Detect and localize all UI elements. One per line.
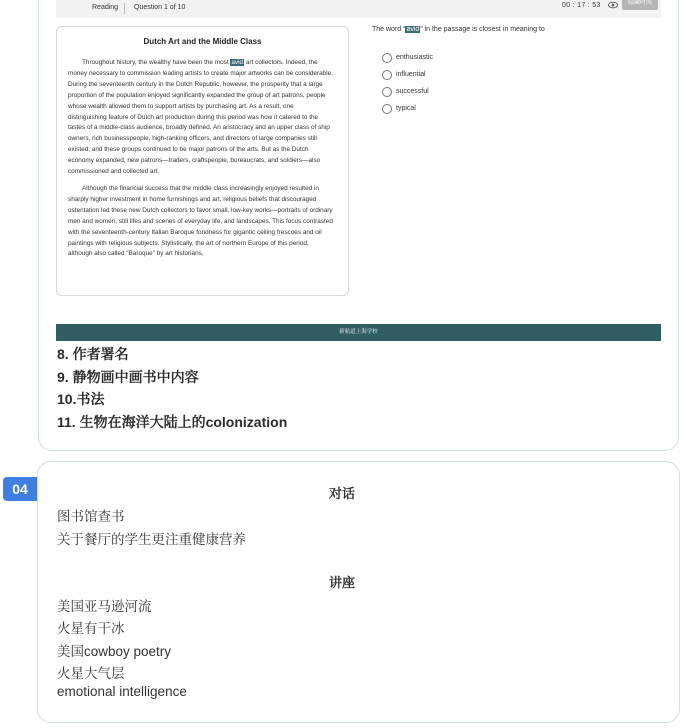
- radio-button[interactable]: [382, 87, 392, 97]
- radio-button[interactable]: [382, 70, 392, 80]
- eye-icon[interactable]: [608, 0, 618, 10]
- lecture-item: emotional intelligence: [57, 684, 187, 699]
- option-label: enthusiastic: [396, 54, 433, 61]
- screenshot-footer: 新航道上海学校: [56, 324, 661, 341]
- topbar-divider: [124, 3, 125, 14]
- topic-item: 9. 静物画中画书中内容: [57, 369, 199, 385]
- radio-button[interactable]: [382, 104, 392, 114]
- passage-body: [68, 58, 334, 266]
- question-highlighted-word: avid: [406, 26, 420, 33]
- option-label: successful: [396, 88, 429, 95]
- radio-button[interactable]: [382, 53, 392, 63]
- dialog-item: 关于餐厅的学生更注重健康营养: [57, 532, 246, 547]
- option-label: typical: [396, 105, 416, 112]
- timer: 00 : 17 : 53: [562, 2, 601, 9]
- section-label: Reading: [92, 4, 119, 11]
- topic-item: 11. 生物在海洋大陆上的colonization: [57, 414, 288, 430]
- lecture-item: 美国cowboy poetry: [57, 644, 172, 659]
- question-counter: Question 1 of 10: [134, 4, 186, 11]
- passage-paragraph-2: Although the financial success that the middle class increasingly enjoyed resulted in sharply higher investment in home furnishings and art, religious beliefs that discouraged ostentation led these new Dutch collectors to favor small, low-key works—portraits of ordinary men and women, still lifes and scenes of everyday life, and landscapes. This focus contrasted with the seventeenth-century Italian Baroque fondness for gigantic ceiling frescoes and oil paintings with religious subjects. Stylistically, the art of northern Europe of this period, although also called "Baroque" by art historians,: [68, 184, 333, 258]
- topic-item: 8. 作者署名: [57, 346, 129, 362]
- topic-item: 10.书法: [57, 391, 105, 407]
- dialog-heading: 对话: [328, 486, 355, 501]
- lecture-item: 火星有干冰: [57, 621, 125, 636]
- passage-paragraph-1: Throughout history, the wealthy have been the most avid art collectors. Indeed, the money necessary to commission leading artists to create major artworks can be considerable. During the seventeenth century in the Dutch Republic, however, the prosperity that a large proportion of the population enjoyed significantly expanded the group of art patrons, people whose wealth allowed them to support artists by purchasing art. As a result, one distinguishing feature of Dutch art production during this period was how it catered to the tastes of a middle-class audience, broadly defined. An aristocracy and an upper class of ship owners, rich businesspeople, high-ranking officers, and directors of large companies still existed, and these groups continued to be major patrons of the arts. But as the Dutch economy expanded, new patrons—traders, craftspeople, bureaucrats, and soldiers—also commissioned and collected art.: [68, 59, 333, 176]
- lecture-heading: 讲座: [328, 575, 355, 590]
- highlighted-word: avid: [231, 59, 244, 66]
- passage-title: Dutch Art and the Middle Class: [143, 37, 262, 46]
- lecture-item: 火星大气层: [57, 666, 125, 681]
- lecture-item: 美国亚马逊河流: [57, 599, 152, 614]
- hide-time-button[interactable]: 隐藏时间: [622, 0, 658, 10]
- option-label: influential: [396, 71, 426, 78]
- toefl-screenshot: [56, 0, 661, 341]
- reading-passage: [56, 26, 349, 296]
- question-prompt: The word “avid” in the passage is closest in meaning to: [372, 26, 545, 33]
- section-badge: 04: [3, 477, 37, 501]
- dialog-item: 图书馆查书: [57, 509, 125, 524]
- test-topbar: [56, 0, 661, 18]
